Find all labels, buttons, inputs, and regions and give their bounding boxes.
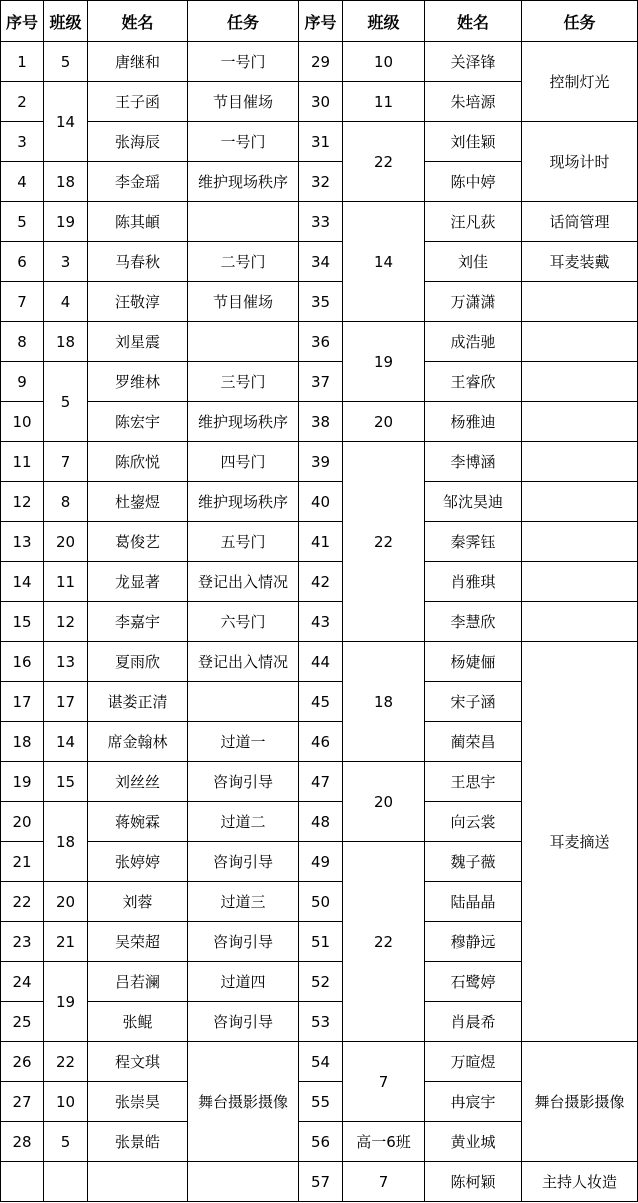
seq-cell: 23 bbox=[1, 922, 44, 962]
seq-cell: 2 bbox=[1, 82, 44, 122]
seq-cell: 11 bbox=[1, 442, 44, 482]
task-cell: 维护现场秩序 bbox=[188, 402, 299, 442]
seq-cell: 57 bbox=[299, 1162, 343, 1202]
name-cell: 穆静远 bbox=[425, 922, 522, 962]
name-cell: 成浩驰 bbox=[425, 322, 522, 362]
task-cell bbox=[522, 442, 638, 482]
seq-cell: 45 bbox=[299, 682, 343, 722]
class-cell: 19 bbox=[343, 322, 425, 402]
name-cell: 万暄煜 bbox=[425, 1042, 522, 1082]
name-cell: 谌娄正清 bbox=[88, 682, 188, 722]
task-cell bbox=[522, 362, 638, 402]
class-cell: 22 bbox=[343, 122, 425, 202]
name-cell bbox=[88, 1162, 188, 1202]
task-cell: 节目催场 bbox=[188, 282, 299, 322]
seq-cell: 4 bbox=[1, 162, 44, 202]
name-cell: 张海辰 bbox=[88, 122, 188, 162]
task-cell: 舞台摄影摄像 bbox=[522, 1042, 638, 1162]
header-name: 姓名 bbox=[88, 1, 188, 42]
class-cell: 10 bbox=[343, 42, 425, 82]
seq-cell: 21 bbox=[1, 842, 44, 882]
name-cell: 马春秋 bbox=[88, 242, 188, 282]
class-cell: 7 bbox=[44, 442, 88, 482]
class-cell: 5 bbox=[44, 362, 88, 442]
seq-cell: 37 bbox=[299, 362, 343, 402]
name-cell: 王子函 bbox=[88, 82, 188, 122]
class-cell: 11 bbox=[44, 562, 88, 602]
task-cell: 一号门 bbox=[188, 122, 299, 162]
header-class: 班级 bbox=[343, 1, 425, 42]
task-cell bbox=[522, 562, 638, 602]
table-row bbox=[1, 322, 638, 362]
seq-cell: 14 bbox=[1, 562, 44, 602]
class-cell: 14 bbox=[44, 82, 88, 162]
class-cell: 3 bbox=[44, 242, 88, 282]
name-cell: 王睿欣 bbox=[425, 362, 522, 402]
seq-cell: 24 bbox=[1, 962, 44, 1002]
table-row bbox=[1, 642, 638, 682]
seq-cell: 27 bbox=[1, 1082, 44, 1122]
class-cell: 13 bbox=[44, 642, 88, 682]
class-cell: 5 bbox=[44, 42, 88, 82]
seq-cell: 39 bbox=[299, 442, 343, 482]
class-cell: 10 bbox=[44, 1082, 88, 1122]
seq-cell: 30 bbox=[299, 82, 343, 122]
class-cell: 17 bbox=[44, 682, 88, 722]
seq-cell: 25 bbox=[1, 1002, 44, 1042]
class-cell: 21 bbox=[44, 922, 88, 962]
table-row bbox=[1, 602, 638, 642]
header-task: 任务 bbox=[188, 1, 299, 42]
task-cell bbox=[188, 682, 299, 722]
header-task: 任务 bbox=[522, 1, 638, 42]
task-cell: 现场计时 bbox=[522, 122, 638, 202]
name-cell: 陈中婷 bbox=[425, 162, 522, 202]
seq-cell: 32 bbox=[299, 162, 343, 202]
name-cell: 汪敬淳 bbox=[88, 282, 188, 322]
task-cell: 控制灯光 bbox=[522, 42, 638, 122]
table-row bbox=[1, 522, 638, 562]
class-cell: 7 bbox=[343, 1042, 425, 1122]
name-cell: 陈柯颖 bbox=[425, 1162, 522, 1202]
name-cell: 杨雅迪 bbox=[425, 402, 522, 442]
task-cell: 三号门 bbox=[188, 362, 299, 402]
seq-cell: 15 bbox=[1, 602, 44, 642]
seq-cell: 22 bbox=[1, 882, 44, 922]
seq-cell: 9 bbox=[1, 362, 44, 402]
name-cell: 吴荣超 bbox=[88, 922, 188, 962]
seq-cell: 29 bbox=[299, 42, 343, 82]
class-cell: 20 bbox=[44, 522, 88, 562]
seq-cell: 50 bbox=[299, 882, 343, 922]
name-cell: 张婷婷 bbox=[88, 842, 188, 882]
seq-cell: 18 bbox=[1, 722, 44, 762]
seq-cell: 56 bbox=[299, 1122, 343, 1162]
task-cell bbox=[188, 202, 299, 242]
seq-cell: 17 bbox=[1, 682, 44, 722]
name-cell: 李博涵 bbox=[425, 442, 522, 482]
seq-cell: 38 bbox=[299, 402, 343, 442]
name-cell: 唐继和 bbox=[88, 42, 188, 82]
task-cell: 二号门 bbox=[188, 242, 299, 282]
name-cell: 杜鋆煜 bbox=[88, 482, 188, 522]
table-row bbox=[1, 282, 638, 322]
task-cell: 咨询引导 bbox=[188, 762, 299, 802]
class-cell: 7 bbox=[343, 1162, 425, 1202]
name-cell: 陈宏宇 bbox=[88, 402, 188, 442]
task-cell: 耳麦装戴 bbox=[522, 242, 638, 282]
name-cell: 邹沈昊迪 bbox=[425, 482, 522, 522]
seq-cell: 6 bbox=[1, 242, 44, 282]
seq-cell: 12 bbox=[1, 482, 44, 522]
class-cell: 20 bbox=[343, 402, 425, 442]
seq-cell: 13 bbox=[1, 522, 44, 562]
table-row bbox=[1, 402, 638, 442]
seq-cell: 43 bbox=[299, 602, 343, 642]
seq-cell: 19 bbox=[1, 762, 44, 802]
seq-cell: 36 bbox=[299, 322, 343, 362]
task-cell: 耳麦摘送 bbox=[522, 642, 638, 1042]
task-cell: 过道二 bbox=[188, 802, 299, 842]
name-cell: 刘蓉 bbox=[88, 882, 188, 922]
seq-cell: 41 bbox=[299, 522, 343, 562]
class-cell: 5 bbox=[44, 1122, 88, 1162]
task-cell: 一号门 bbox=[188, 42, 299, 82]
task-cell bbox=[188, 1162, 299, 1202]
class-cell: 22 bbox=[44, 1042, 88, 1082]
table-row bbox=[1, 202, 638, 242]
class-cell: 19 bbox=[44, 962, 88, 1042]
class-cell: 20 bbox=[343, 762, 425, 842]
table-row bbox=[1, 42, 638, 82]
name-cell: 刘丝丝 bbox=[88, 762, 188, 802]
name-cell: 龙显著 bbox=[88, 562, 188, 602]
name-cell: 李嘉宇 bbox=[88, 602, 188, 642]
name-cell: 张鲲 bbox=[88, 1002, 188, 1042]
seq-cell: 52 bbox=[299, 962, 343, 1002]
class-cell: 19 bbox=[44, 202, 88, 242]
name-cell: 陈欣悦 bbox=[88, 442, 188, 482]
header-seq: 序号 bbox=[1, 1, 44, 42]
name-cell: 李金瑶 bbox=[88, 162, 188, 202]
name-cell: 肖雅琪 bbox=[425, 562, 522, 602]
class-cell: 15 bbox=[44, 762, 88, 802]
name-cell: 万潇潇 bbox=[425, 282, 522, 322]
name-cell: 关泽锋 bbox=[425, 42, 522, 82]
name-cell: 张崇昊 bbox=[88, 1082, 188, 1122]
class-cell bbox=[44, 1162, 88, 1202]
name-cell: 李慧欣 bbox=[425, 602, 522, 642]
task-cell bbox=[522, 602, 638, 642]
name-cell: 席金翰林 bbox=[88, 722, 188, 762]
name-cell: 王思宇 bbox=[425, 762, 522, 802]
task-cell: 咨询引导 bbox=[188, 1002, 299, 1042]
name-cell: 黄业城 bbox=[425, 1122, 522, 1162]
seq-cell: 51 bbox=[299, 922, 343, 962]
name-cell: 程文琪 bbox=[88, 1042, 188, 1082]
class-cell: 18 bbox=[44, 802, 88, 882]
seq-cell: 55 bbox=[299, 1082, 343, 1122]
name-cell: 向云裳 bbox=[425, 802, 522, 842]
task-cell: 主持人妆造 bbox=[522, 1162, 638, 1202]
table-row bbox=[1, 122, 638, 162]
task-cell: 过道三 bbox=[188, 882, 299, 922]
table-row bbox=[1, 482, 638, 522]
header-class: 班级 bbox=[44, 1, 88, 42]
seq-cell: 53 bbox=[299, 1002, 343, 1042]
seq-cell: 26 bbox=[1, 1042, 44, 1082]
class-cell: 12 bbox=[44, 602, 88, 642]
class-cell: 22 bbox=[343, 842, 425, 1042]
task-cell bbox=[522, 322, 638, 362]
seq-cell: 28 bbox=[1, 1122, 44, 1162]
name-cell: 蔺荣昌 bbox=[425, 722, 522, 762]
table-row bbox=[1, 242, 638, 282]
task-cell: 舞台摄影摄像 bbox=[188, 1042, 299, 1162]
task-cell: 登记出入情况 bbox=[188, 562, 299, 602]
name-cell: 罗维林 bbox=[88, 362, 188, 402]
task-cell: 话筒管理 bbox=[522, 202, 638, 242]
name-cell: 陆晶晶 bbox=[425, 882, 522, 922]
class-cell: 14 bbox=[343, 202, 425, 322]
seq-cell: 44 bbox=[299, 642, 343, 682]
class-cell: 8 bbox=[44, 482, 88, 522]
task-cell bbox=[522, 402, 638, 442]
task-cell: 六号门 bbox=[188, 602, 299, 642]
task-cell: 节目催场 bbox=[188, 82, 299, 122]
name-cell: 朱培源 bbox=[425, 82, 522, 122]
task-cell: 登记出入情况 bbox=[188, 642, 299, 682]
name-cell: 葛俊艺 bbox=[88, 522, 188, 562]
seq-cell: 54 bbox=[299, 1042, 343, 1082]
name-cell: 秦霁钰 bbox=[425, 522, 522, 562]
task-cell: 过道四 bbox=[188, 962, 299, 1002]
seq-cell: 1 bbox=[1, 42, 44, 82]
seq-cell: 10 bbox=[1, 402, 44, 442]
seq-cell: 33 bbox=[299, 202, 343, 242]
name-cell: 肖晨希 bbox=[425, 1002, 522, 1042]
seq-cell: 35 bbox=[299, 282, 343, 322]
name-cell: 魏子薇 bbox=[425, 842, 522, 882]
table-row bbox=[1, 1042, 638, 1082]
class-cell: 20 bbox=[44, 882, 88, 922]
seq-cell: 40 bbox=[299, 482, 343, 522]
task-cell bbox=[522, 522, 638, 562]
seq-cell: 49 bbox=[299, 842, 343, 882]
task-cell: 维护现场秩序 bbox=[188, 162, 299, 202]
seq-cell: 7 bbox=[1, 282, 44, 322]
task-cell bbox=[188, 322, 299, 362]
name-cell: 冉宸宇 bbox=[425, 1082, 522, 1122]
table-row bbox=[1, 1162, 638, 1202]
table-row bbox=[1, 562, 638, 602]
header-row bbox=[1, 1, 638, 42]
task-cell bbox=[522, 482, 638, 522]
name-cell: 石鹭婷 bbox=[425, 962, 522, 1002]
class-cell: 高一6班 bbox=[343, 1122, 425, 1162]
task-cell: 四号门 bbox=[188, 442, 299, 482]
seq-cell: 48 bbox=[299, 802, 343, 842]
seq-cell: 16 bbox=[1, 642, 44, 682]
task-cell: 过道一 bbox=[188, 722, 299, 762]
seq-cell bbox=[1, 1162, 44, 1202]
task-cell: 咨询引导 bbox=[188, 842, 299, 882]
name-cell: 蒋婉霖 bbox=[88, 802, 188, 842]
class-cell: 18 bbox=[343, 642, 425, 762]
name-cell: 宋子涵 bbox=[425, 682, 522, 722]
header-name: 姓名 bbox=[425, 1, 522, 42]
header-seq: 序号 bbox=[299, 1, 343, 42]
class-cell: 14 bbox=[44, 722, 88, 762]
class-cell: 22 bbox=[343, 442, 425, 642]
table-row bbox=[1, 442, 638, 482]
seq-cell: 34 bbox=[299, 242, 343, 282]
task-cell bbox=[522, 282, 638, 322]
class-cell: 18 bbox=[44, 322, 88, 362]
name-cell: 刘佳 bbox=[425, 242, 522, 282]
name-cell: 杨婕俪 bbox=[425, 642, 522, 682]
table-row bbox=[1, 362, 638, 402]
name-cell: 张景皓 bbox=[88, 1122, 188, 1162]
seq-cell: 5 bbox=[1, 202, 44, 242]
task-cell: 咨询引导 bbox=[188, 922, 299, 962]
seq-cell: 8 bbox=[1, 322, 44, 362]
class-cell: 4 bbox=[44, 282, 88, 322]
seq-cell: 20 bbox=[1, 802, 44, 842]
seq-cell: 31 bbox=[299, 122, 343, 162]
seq-cell: 47 bbox=[299, 762, 343, 802]
seq-cell: 46 bbox=[299, 722, 343, 762]
task-cell: 五号门 bbox=[188, 522, 299, 562]
name-cell: 陈其頔 bbox=[88, 202, 188, 242]
seq-cell: 3 bbox=[1, 122, 44, 162]
name-cell: 吕若澜 bbox=[88, 962, 188, 1002]
name-cell: 夏雨欣 bbox=[88, 642, 188, 682]
name-cell: 汪凡荻 bbox=[425, 202, 522, 242]
class-cell: 18 bbox=[44, 162, 88, 202]
class-cell: 11 bbox=[343, 82, 425, 122]
name-cell: 刘星震 bbox=[88, 322, 188, 362]
seq-cell: 42 bbox=[299, 562, 343, 602]
name-cell: 刘佳颖 bbox=[425, 122, 522, 162]
task-cell: 维护现场秩序 bbox=[188, 482, 299, 522]
